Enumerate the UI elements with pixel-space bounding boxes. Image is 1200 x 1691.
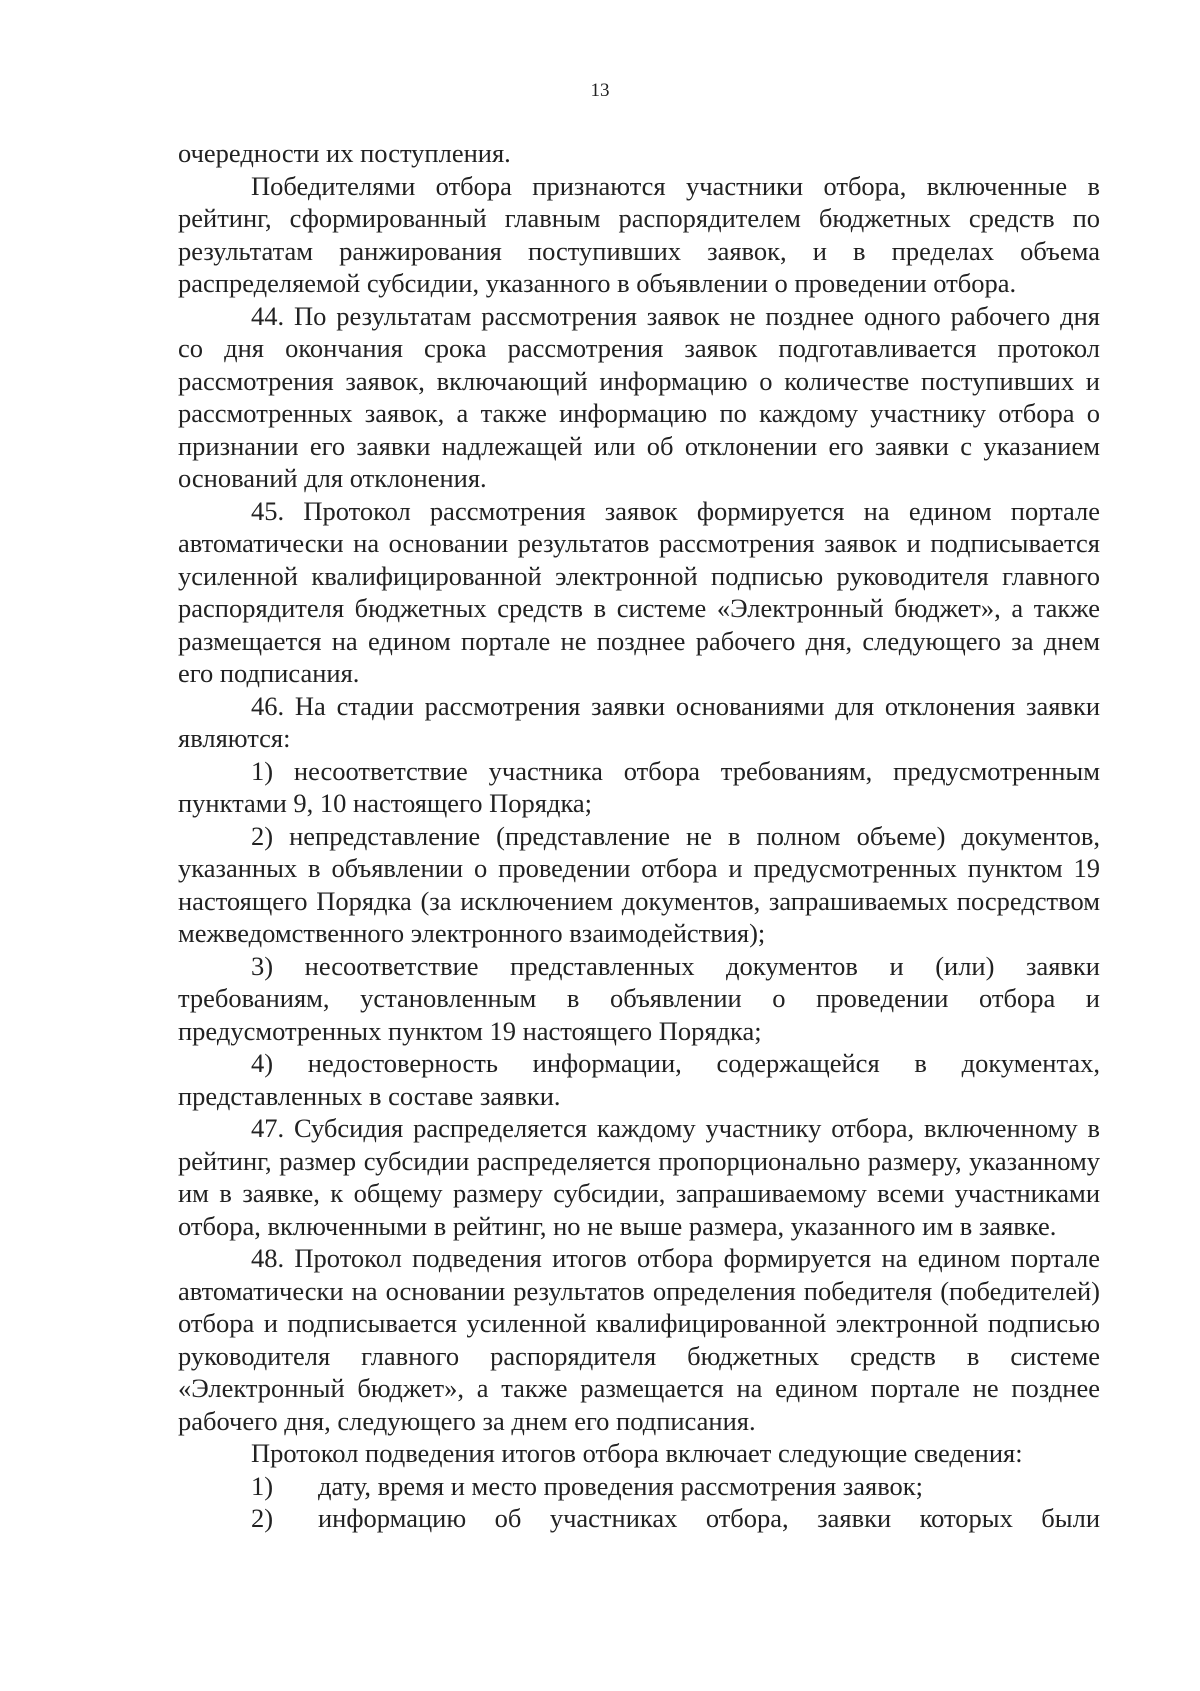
- page-number: 13: [590, 80, 610, 101]
- list-item-number: 1): [251, 1470, 274, 1501]
- paragraph-46: 46. На стадии рассмотрения заявки основаниями для отклонения заявки являются:: [178, 690, 1100, 753]
- paragraph-protocol-intro: Протокол подведения итогов отбора включает следующие сведения:: [251, 1438, 1023, 1468]
- paragraph-46-item-4: 4) недостоверность информации, содержащейся в документах, представленных в составе заявки.: [178, 1048, 1100, 1111]
- list-item: [178, 1470, 1100, 1503]
- paragraph-45: 45. Протокол рассмотрения заявок формируется на едином портале автоматически на основании результатов рассмотрения заявок и подписывается усиленной квалифицированной электронной подписью руководителя главного распорядителя бюджетных средств в системе «Электронный бюджет», а также размещается на едином портале не позднее рабочего дня, следующего за днем его подписания.: [178, 495, 1100, 688]
- paragraph-48: 48. Протокол подведения итогов отбора формируется на едином портале автоматически на основании результатов определения победителя (победителей) отбора и подписывается усиленной квалифицированной электронной подписью руководителя главного распорядителя бюджетных средств в системе «Электронный бюджет», а также размещается на едином портале не позднее рабочего дня, следующего за днем его подписания.: [178, 1243, 1100, 1436]
- list-item-text: дату, время и место проведения рассмотрения заявок;: [318, 1470, 924, 1501]
- list-item-text: информацию об участниках отбора, заявки которых были: [318, 1503, 1100, 1533]
- paragraph-47: 47. Субсидия распределяется каждому участнику отбора, включенному в рейтинг, размер субсидии распределяется пропорционально размеру, указанному им в заявке, к общему размеру субсидии, запрашиваемому всеми участниками отбора, включенными в рейтинг, но не выше размера, указанного им в заявке.: [178, 1113, 1100, 1241]
- paragraph-46-item-3: 3) несоответствие представленных документов и (или) заявки требованиям, установленным в объявлении о проведении отбора и предусмотренных пунктом 19 настоящего Порядка;: [178, 950, 1100, 1046]
- paragraph-winners: Победителями отбора признаются участники отбора, включенные в рейтинг, сформированный главным распорядителем бюджетных средств по результатам ранжирования поступивших заявок, и в пределах объема распределяемой субсидии, указанного в объявлении о проведении отбора.: [178, 170, 1100, 298]
- document-body: [178, 137, 1100, 1535]
- paragraph-46-item-2: 2) непредставление (представление не в полном объеме) документов, указанных в объявлении о проведении отбора и предусмотренных пунктом 19 настоящего Порядка (за исключением документов, запрашиваемых посредством межведомственного электронного взаимодействия);: [178, 820, 1100, 948]
- paragraph-44: 44. По результатам рассмотрения заявок не позднее одного рабочего дня со дня окончания срока рассмотрения заявок подготавливается протокол рассмотрения заявок, включающий информацию о количестве поступивших и рассмотренных заявок, а также информацию по каждому участнику отбора о признании его заявки надлежащей или об отклонении его заявки с указанием оснований для отклонения.: [178, 300, 1100, 493]
- paragraph-46-item-1: 1) несоответствие участника отбора требованиям, предусмотренным пунктами 9, 10 настоящего Порядка;: [178, 755, 1100, 818]
- paragraph-continuation: очередности их поступления.: [178, 138, 511, 168]
- list-item: [178, 1502, 1100, 1535]
- list-item-number: 2): [251, 1503, 274, 1533]
